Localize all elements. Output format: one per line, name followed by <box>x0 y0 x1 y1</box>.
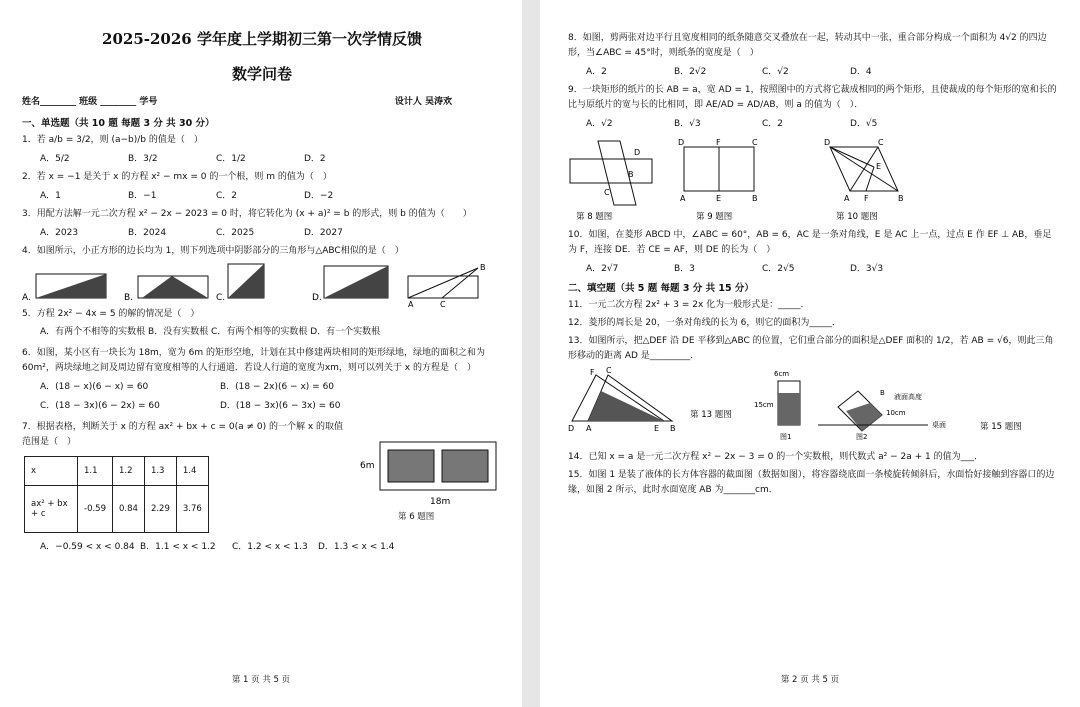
q6-block <box>22 343 502 417</box>
fig15-label-level: 液面高度 <box>894 393 922 401</box>
student-info: 姓名________ 班级 ________ 学号 <box>22 97 158 107</box>
fig9-label-c: C <box>752 138 758 147</box>
fig15-label-fig2: 图2 <box>856 433 868 441</box>
fig15-label-15cm: 15cm <box>754 401 774 409</box>
q6-width-label: 6m <box>360 461 375 471</box>
q2-option-a: A．1 <box>40 191 61 201</box>
q3-options <box>40 225 502 238</box>
table-cell: -0.59 <box>78 486 113 533</box>
q6-option-d: D．(18 − 3x)(6 − 3x) = 60 <box>220 401 341 411</box>
q9-options <box>586 116 1060 129</box>
figures-13-15 <box>568 367 1058 447</box>
table-cell: 1.4 <box>176 457 208 486</box>
question-5: 5．方程 2x² − 4x = 5 的解的情况是（ ） <box>22 309 200 319</box>
q6-caption: 第 6 题图 <box>398 512 435 522</box>
question-13: 13．如图所示，把△DEF 沿 DE 平移到△ABC 的位置，它们重合部分的面积是△DEF 面积的 1/2，若 AB = √6，则此三角形移动的距离 AD 是_________． <box>568 336 1054 361</box>
fig10-label-f: F <box>864 194 869 203</box>
fig-8 <box>570 141 652 205</box>
fig10-label-c: C <box>878 138 884 147</box>
question-2: 2．若 x = −1 是关于 x 的方程 x² − mx = 0 的一个根，则 m 的值为（ ） <box>22 172 332 182</box>
q6-length-label: 18m <box>430 497 451 507</box>
q2-options <box>40 188 502 201</box>
fig10-caption: 第 10 题图 <box>836 212 878 222</box>
question-11: 11．一元二次方程 2x² + 3 = 2x 化为一般形式是：_____． <box>568 300 810 310</box>
q6-options-1 <box>40 379 502 392</box>
q1-option-b: B．3/2 <box>128 154 158 164</box>
fig10-label-a: A <box>844 194 850 203</box>
q7-option-d: D．1.3 < x < 1.4 <box>318 542 395 552</box>
fig-15 <box>754 370 1022 441</box>
q2-option-d: D．−2 <box>304 191 334 201</box>
q4-figure-strip <box>22 262 492 309</box>
question-12: 12．菱形的周长是 20，一条对角线的长为 6，则它的面积为_____． <box>568 318 841 328</box>
q10-option-c: C．2√5 <box>762 264 795 274</box>
fig10-label-d: D <box>824 138 831 147</box>
question-14: 14．已知 x = a 是一元二次方程 x² − 2x − 3 = 0 的一个实数根，则代数式 a² − 2a + 1 的值为___． <box>568 452 984 462</box>
fig13-label-f: F <box>590 368 595 377</box>
figures-8-9-10 <box>568 135 1058 225</box>
fig8-label-b: B <box>628 170 634 179</box>
table-cell: 3.76 <box>176 486 208 533</box>
fig8-caption: 第 8 题图 <box>576 212 613 222</box>
table-cell: 1.2 <box>113 457 145 486</box>
q8-option-b: B．2√2 <box>674 67 707 77</box>
fig8-label-c: C <box>604 188 610 197</box>
fig13-label-c: C <box>606 366 612 375</box>
q4-ref-b: B <box>480 263 486 272</box>
q1-option-a: A．5/2 <box>40 154 70 164</box>
table-cell: 1.3 <box>144 457 176 486</box>
q4-figures <box>22 262 502 309</box>
fig15-label-desk: 桌面 <box>932 421 946 429</box>
question-10: 10．如图，在菱形 ABCD 中，∠ABC = 60°，AB = 6，AC 是一条对角线，E 是 AC 上一点，过点 E 作 EF ⊥ AB，垂足为 F，连接 DE．若 CE = AF，则 DE 的长为（ ） <box>568 230 1052 255</box>
q10-option-b: B．3 <box>674 264 695 274</box>
question-3: 3．用配方法解一元二次方程 x² − 2x − 2023 = 0 时，将它转化为 (x + a)² = b 的形式，则 b 的值为（ ） <box>22 209 472 219</box>
q6-option-a: A．(18 − x)(6 − x) = 60 <box>40 382 149 392</box>
q8-option-c: C．√2 <box>762 67 789 77</box>
q1-option-d: D．2 <box>304 154 326 164</box>
fig9-label-f: F <box>716 138 721 147</box>
q8-option-a: A．2 <box>586 67 607 77</box>
q10-options <box>586 261 1060 274</box>
question-7: 7．根据表格，判断关于 x 的方程 ax² + bx + c = 0(a ≠ 0) 的一个解 x 的取值范围是（ ） <box>22 422 344 447</box>
q6-figure <box>360 440 500 512</box>
page-2-footer: 第 2 页 共 5 页 <box>780 675 840 685</box>
q7-option-a: A．−0.59 < x < 0.84 <box>40 542 135 552</box>
question-8: 8．如图，剪两张对边平行且宽度相同的纸条随意交叉叠放在一起，转动其中一张，重合部分构成一个面积为 4√2 的四边形，当∠ABC = 45°时，则纸条的宽度是（ ） <box>568 33 1047 58</box>
fig15-label-6cm: 6cm <box>774 370 790 378</box>
fig-9 <box>678 138 758 203</box>
page-1 <box>0 0 522 707</box>
q4-label-c: C. <box>216 293 226 303</box>
q7-option-c: C．1.2 < x < 1.3 <box>232 542 308 552</box>
student-info-row <box>22 94 502 107</box>
q6-option-b: B．(18 − 2x)(6 − x) = 60 <box>220 382 335 392</box>
q2-option-c: C．2 <box>216 191 238 201</box>
fig8-label-d: D <box>634 148 641 157</box>
q1-option-c: C．1/2 <box>216 154 246 164</box>
fig9-label-b: B <box>752 194 758 203</box>
q4-ref-c: C <box>440 300 446 309</box>
fig9-label-e: E <box>716 194 722 203</box>
table-cell: 1.1 <box>78 457 113 486</box>
q9-option-b: B．√3 <box>674 119 701 129</box>
section-2-heading: 二、填空题（共 5 题 每题 3 分 共 15 分） <box>568 283 754 294</box>
q4-label-b: B. <box>124 293 134 303</box>
exam-title: 2025-2026 学年度上学期初三第一次学情反馈 <box>102 30 422 48</box>
fig10-label-e: E <box>876 162 882 171</box>
q4-label-a: A. <box>22 293 31 303</box>
q5-options: A．有两个不相等的实数根 B．没有实数根 C．有两个相等的实数根 D．有一个实数根 <box>40 327 381 337</box>
q1-options <box>40 151 502 164</box>
q9-option-c: C．2 <box>762 119 784 129</box>
page-1-footer: 第 1 页 共 5 页 <box>231 675 291 685</box>
page-2 <box>540 0 1080 707</box>
fig13-caption: 第 13 题图 <box>690 410 732 420</box>
q6-option-c: C．(18 − 3x)(6 − 2x) = 60 <box>40 401 160 411</box>
q4-label-d: D. <box>312 293 322 303</box>
section-1-heading: 一、单选题（共 10 题 每题 3 分 共 30 分） <box>22 118 215 129</box>
fig9-label-d: D <box>678 138 685 147</box>
question-15: 15．如图 1 是装了液体的长方体容器的截面图（数据如图），将容器绕底面一条棱旋转倾斜后，水面恰好接触到容器口的边缘，如图 2 所示，此时水面宽度 AB 为_______cm． <box>568 470 1055 495</box>
question-1: 1．若 a/b = 3/2，则 (a−b)/b 的值是（ ） <box>22 135 203 145</box>
q6-options-2 <box>40 398 502 411</box>
fig9-label-a: A <box>680 194 686 203</box>
fig15-label-b: B <box>880 389 885 397</box>
table-row <box>25 457 209 486</box>
q10-option-d: D．3√3 <box>850 264 884 274</box>
fig-10 <box>824 138 904 203</box>
q4-ref-a: A <box>408 300 414 309</box>
fig15-label-10cm: 10cm <box>886 409 906 417</box>
fig15-label-fig1: 图1 <box>780 433 792 441</box>
q3-option-c: C．2025 <box>216 228 255 238</box>
table-cell: 2.29 <box>144 486 176 533</box>
question-6: 6．如图，某小区有一块长为 18m，宽为 6m 的矩形空地，计划在其中修建两块相同的矩形绿地，绿地的面积之和为 60m²，两块绿地之间及周边留有宽度相等的人行通道．若设人行道的宽度为xm，则可以列关于 x 的方程是（ ） <box>22 348 486 373</box>
q9-option-a: A．√2 <box>586 119 613 129</box>
fig13-label-b: B <box>670 424 676 433</box>
q7-table <box>24 456 209 533</box>
q7-options <box>40 539 502 552</box>
question-4: 4．如图所示，小正方形的边长均为 1，则下列选项中阴影部分的三角形与△ABC相似的是（ ） <box>22 246 404 256</box>
q9-option-d: D．√5 <box>850 119 878 129</box>
q3-option-b: B．2024 <box>128 228 167 238</box>
q10-option-a: A．2√7 <box>586 264 619 274</box>
table-cell: ax² + bx + c <box>25 486 78 533</box>
table-row <box>25 486 209 533</box>
fig13-label-d: D <box>568 424 575 433</box>
fig-13 <box>568 366 732 433</box>
exam-subtitle: 数学问卷 <box>231 65 292 83</box>
fig15-caption: 第 15 题图 <box>980 422 1022 432</box>
designer: 设计人 吴涛欢 <box>394 97 452 107</box>
q2-option-b: B．−1 <box>128 191 157 201</box>
fig9-caption: 第 9 题图 <box>696 212 733 222</box>
table-cell: 0.84 <box>113 486 145 533</box>
q8-option-d: D．4 <box>850 67 872 77</box>
table-cell: x <box>25 457 78 486</box>
fig13-label-a: A <box>586 424 592 433</box>
q3-option-a: A．2023 <box>40 228 79 238</box>
q3-option-d: D．2027 <box>304 228 343 238</box>
q7-option-b: B．1.1 < x < 1.2 <box>140 542 216 552</box>
fig13-label-e: E <box>654 424 660 433</box>
fig10-label-b: B <box>898 194 904 203</box>
question-9: 9．一块矩形的纸片的长 AB = a，宽 AD = 1，按照图中的方式将它裁成相同的两个矩形，且使裁成的每个矩形的宽和长的比与原纸片的宽与长的比相同，即 AE/AD = AD/AB，则 a 的值为（ ）． <box>568 85 1057 110</box>
q8-options <box>586 64 1060 77</box>
